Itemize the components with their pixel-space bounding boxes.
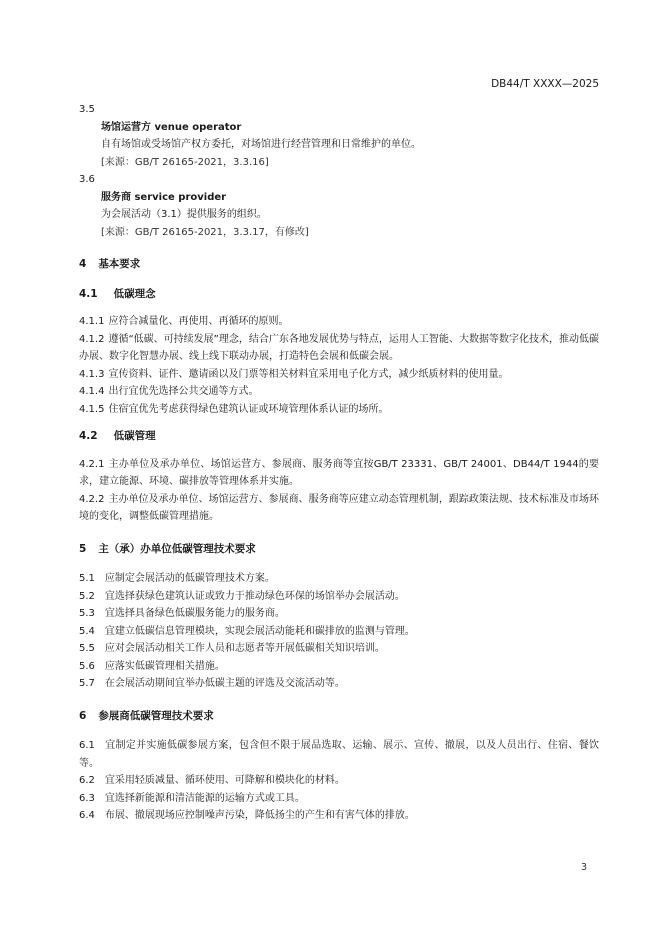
- page-number: 3: [580, 862, 587, 873]
- clause-number: 4.1.2: [79, 333, 105, 345]
- clause-text: 出行宜优先选择公共交通等方式。: [108, 386, 259, 397]
- clause-item: [79, 640, 599, 658]
- subsection-title: 低碳管理: [113, 430, 156, 442]
- section-number: 6: [79, 709, 87, 722]
- clause-text: 宜选择新能源和清洁能源的运输方式或工具。: [104, 792, 305, 804]
- term-definition: 为会展活动（3.1）提供服务的组织。: [101, 209, 267, 220]
- term-entry: [79, 101, 599, 171]
- section-title: 基本要求: [98, 258, 141, 270]
- document-code: DB44/T XXXX—2025: [491, 78, 599, 90]
- clause-number: 5.4: [79, 625, 95, 637]
- section-heading: [79, 541, 599, 559]
- clause-text: 应对会展活动相关工作人员和志愿者等开展低碳相关知识培训。: [104, 643, 385, 654]
- clause-text: 主办单位及承办单位、场馆运营方、参展商、服务商等宜按GB/T 23331、GB/T 24001、DB44/T 1944的要求，建立能源、环境、碳排放等管理体系并实施。: [79, 458, 599, 487]
- clause-number: 5.1: [79, 573, 95, 584]
- section-number: 5: [79, 542, 87, 555]
- section-title: 主（承）办单位低碳管理技术要求: [98, 542, 256, 555]
- clause-item: [79, 807, 599, 825]
- clause-text: 应符合减量化、再使用、再循环的原则。: [108, 316, 289, 327]
- clause-number: 4.2.1: [79, 458, 105, 470]
- clause-number: 6.3: [79, 792, 95, 804]
- clause-item: [79, 588, 599, 606]
- document-body: [79, 101, 599, 825]
- clause-text: 宜选择具备绿色低碳服务能力的服务商。: [104, 608, 285, 619]
- clause-item: [79, 570, 599, 588]
- clause-number: 6.4: [79, 810, 95, 821]
- clause-text: 布展、撤展现场应控制噪声污染，降低扬尘的产生和有害气体的排放。: [104, 810, 415, 821]
- clause-item: [79, 772, 599, 790]
- clause-number: 4.2.2: [79, 493, 105, 505]
- subsection-number: 4.1: [79, 287, 98, 300]
- clause-number: 5.6: [79, 660, 95, 672]
- clause-number: 4.1.3: [79, 368, 105, 380]
- clause-item: [79, 675, 599, 693]
- clause-text: 宣传资料、证件、邀请函以及门票等相关材料宜采用电子化方式，减少纸质材料的使用量。: [108, 368, 509, 380]
- clause-item: [79, 790, 599, 808]
- clause-number: 4.1.1: [79, 316, 105, 327]
- clause-number: 5.2: [79, 590, 95, 602]
- clause-text: 在会展活动期间宜举办低碳主题的评选及交流活动等。: [104, 678, 345, 689]
- clause-text: 宜采用轻质减量、循环使用、可降解和模块化的材料。: [104, 775, 345, 786]
- subsection-title: 低碳理念: [113, 287, 156, 300]
- clause-number: 5.7: [79, 678, 95, 689]
- clause-number: 4.1.4: [79, 386, 105, 397]
- clause-number: 5.3: [79, 608, 95, 619]
- clause-number: 5.5: [79, 643, 95, 654]
- subsection-number: 4.2: [79, 430, 98, 442]
- term-name: 服务商 service provider: [101, 191, 227, 203]
- term-entry: [79, 171, 599, 241]
- section-heading: [79, 256, 599, 274]
- clause-text: 宜选择获绿色建筑认证或致力于推动绿色环保的场馆举办会展活动。: [104, 590, 405, 602]
- term-source: [来源：GB/T 26165-2021，3.3.17，有修改]: [101, 226, 309, 238]
- section-number: 4: [79, 258, 87, 270]
- clause-text: 主办单位及承办单位、场馆运营方、参展商、服务商等应建立动态管理机制，跟踪政策法规、技术标准及市场环境的变化，调整低碳管理措施。: [79, 493, 599, 522]
- clause-number: 4.1.5: [79, 403, 105, 415]
- clause-number: 6.1: [79, 740, 95, 751]
- clause-item: [79, 383, 599, 401]
- section-title: 参展商低碳管理技术要求: [98, 709, 214, 722]
- clause-item: [79, 401, 599, 419]
- clause-item: [79, 605, 599, 623]
- clause-text: 遵循“低碳、可持续发展”理念，结合广东各地发展优势与特点，运用人工智能、大数据等数字化技术，推动低碳办展、数字化智慧办展、线上线下联动办展，打造特色会展和低碳会展。: [79, 333, 599, 362]
- term-number: 3.5: [79, 104, 95, 115]
- clause-text: 宜制定并实施低碳参展方案，包含但不限于展品选取、运输、展示、宣传、撤展，以及人员出行、住宿、餐饮等。: [79, 740, 599, 769]
- clause-item: [79, 623, 599, 641]
- clause-text: 住宿宜优先考虑获得绿色建筑认证或环境管理体系认证的场所。: [108, 403, 389, 415]
- term-source: [来源：GB/T 26165-2021，3.3.16]: [101, 156, 269, 168]
- term-name: 场馆运营方 venue operator: [101, 121, 242, 133]
- section-heading: [79, 708, 599, 726]
- clause-number: 6.2: [79, 775, 95, 786]
- clause-text: 应制定会展活动的低碳管理技术方案。: [104, 573, 275, 584]
- clause-item: [79, 331, 599, 366]
- clause-item: [79, 491, 599, 526]
- clause-item: [79, 456, 599, 491]
- clause-item: [79, 658, 599, 676]
- clause-text: 宜建立低碳信息管理模块，实现会展活动能耗和碳排放的监测与管理。: [104, 625, 415, 637]
- term-definition: 自有场馆或受场馆产权方委托，对场馆进行经营管理和日常维护的单位。: [101, 139, 421, 150]
- subsection-heading: [79, 428, 599, 446]
- clause-item: [79, 737, 599, 772]
- subsection-heading: [79, 286, 599, 304]
- term-number: 3.6: [79, 174, 95, 185]
- clause-text: 应落实低碳管理相关措施。: [104, 660, 225, 672]
- clause-item: [79, 313, 599, 331]
- clause-item: [79, 366, 599, 384]
